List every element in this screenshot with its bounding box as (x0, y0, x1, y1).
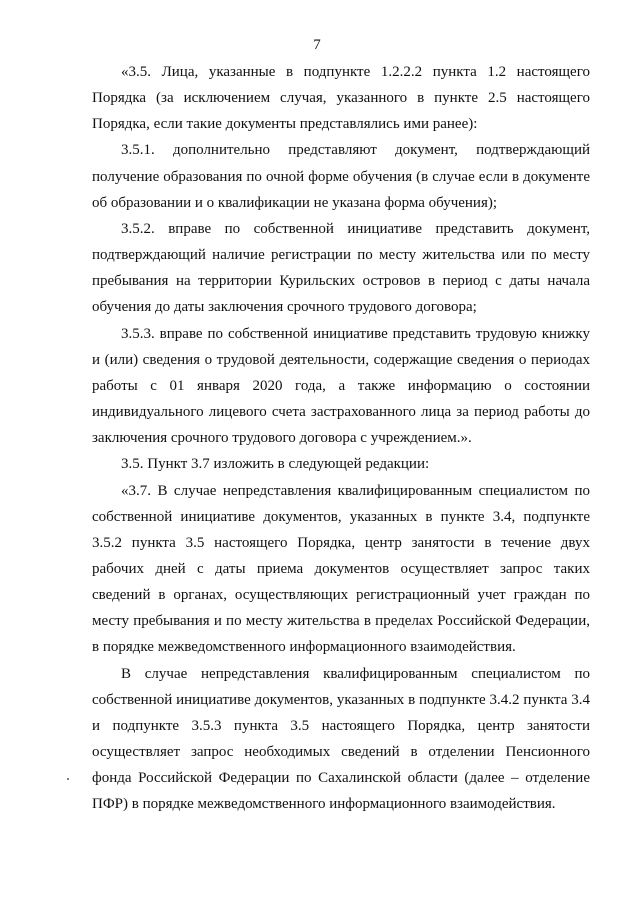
document-body (92, 59, 590, 818)
paragraph-3-5-1: 3.5.1. дополнительно представляют документ, подтверждающий получение образования по очной форме обучения (в случае если в документе об образовании и о квалификации не указана форма обучения); (92, 142, 590, 211)
paragraph-3-5-2: 3.5.2. вправе по собственной инициативе представить документ, подтверждающий наличие регистрации по месту жительства или по месту пребывания на территории Курильских островов в период с даты начала обучения до даты заключения срочного трудового договора; (92, 220, 590, 316)
paragraph-3-7: «3.7. В случае непредставления квалифицированным специалистом по собственной инициативе документов, указанных в пункте 3.4, подпункте 3.5.2 пункта 3.5 настоящего Порядка, центр занятости в течение двух рабочих дней с даты приема документов осуществляет запрос таких сведений в органах, осуществляющих регистрационный учет граждан по месту пребывания и по месту жительства в пределах Российской Федерации, в порядке межведомственного информационного взаимодействия. (92, 482, 590, 656)
paragraph-3-5-3: 3.5.3. вправе по собственной инициативе представить трудовую книжку и (или) сведения о трудовой деятельности, содержащие сведения о периодах работы с 01 января 2020 года, а также информацию о состоянии индивидуального лицевого счета застрахованного лица за период работы до заключения срочного трудового договора с учреждением.». (92, 325, 590, 447)
paragraph-3-7-second: В случае непредставления квалифицированным специалистом по собственной инициативе документов, указанных в подпункте 3.4.2 пункта 3.4 и подпункте 3.5.3 пункта 3.5 настоящего Порядка, центр занятости осуществляет запрос необходимых сведений в отделении Пенсионного фонда Российской Федерации по Сахалинской области (далее – отделение ПФР) в порядке межведомственного информационного взаимодействия. (92, 665, 590, 813)
page-number: 7 (313, 37, 321, 53)
paragraph-amendment-3-5: 3.5. Пункт 3.7 изложить в следующей редакции: (121, 456, 430, 473)
paragraph-3-5-intro: «3.5. Лица, указанные в подпункте 1.2.2.2 пункта 1.2 настоящего Порядка (за исключением случая, указанного в пункте 2.5 настоящего Порядка, если такие документы представлялись ими ранее): (92, 64, 590, 133)
scan-speck (67, 778, 69, 780)
